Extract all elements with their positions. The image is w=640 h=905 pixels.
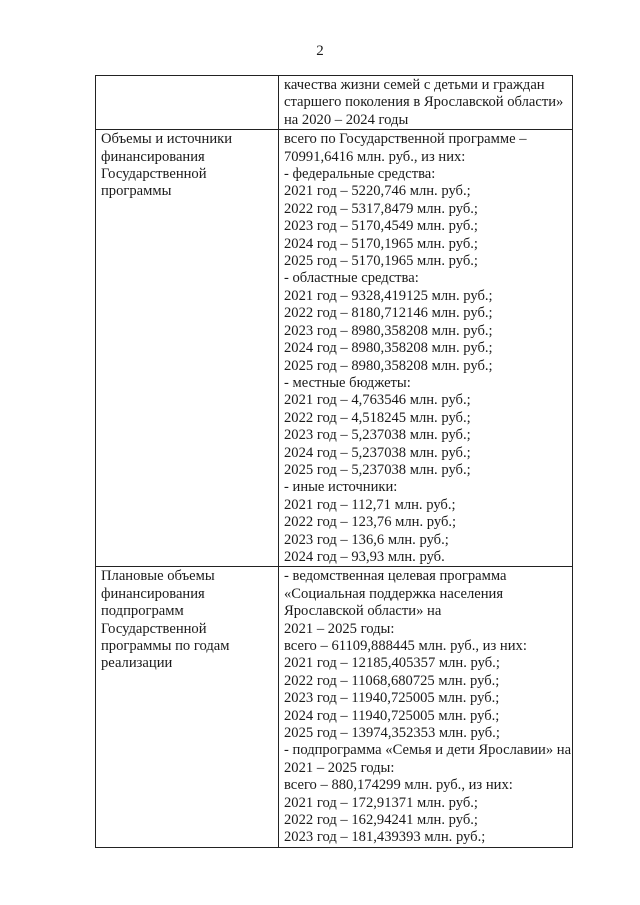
text-line: 2021 год – 112,71 млн. руб.;	[284, 496, 456, 513]
text-line: «Социальная поддержка населения	[284, 585, 504, 602]
table-row-continuation	[96, 76, 573, 130]
text-line: на 2020 – 2024 годы	[284, 111, 409, 128]
text-line: 2021 год – 172,91371 млн. руб.;	[284, 794, 478, 811]
text-line: всего по Государственной программе –	[284, 131, 527, 148]
text-line: 2024 год – 5,237038 млн. руб.;	[284, 444, 471, 461]
row-1-value-cell	[279, 76, 573, 130]
label-line: программы	[101, 183, 172, 200]
text-line: 2022 год – 4,518245 млн. руб.;	[284, 409, 471, 426]
label-line: финансирования	[101, 148, 205, 165]
text-line: 2023 год – 136,6 млн. руб.;	[284, 531, 449, 548]
text-line: 2023 год – 8980,358208 млн. руб.;	[284, 322, 493, 339]
text-line: 2024 год – 11940,725005 млн. руб.;	[284, 707, 500, 724]
label-line: Плановые объемы	[101, 568, 215, 585]
label-line: программы по годам	[101, 638, 230, 654]
text-line: 70991,6416 млн. руб., из них:	[284, 148, 466, 165]
text-line: 2023 год – 181,439393 млн. руб.;	[284, 829, 486, 846]
text-line: 2024 год – 5170,1965 млн. руб.;	[284, 235, 478, 252]
text-line: качества жизни семей с детьми и граждан	[284, 77, 545, 93]
text-line: 2023 год – 5,237038 млн. руб.;	[284, 427, 471, 444]
text-line: 2021 год – 12185,405357 млн. руб.;	[284, 655, 500, 672]
row-1-label-cell	[96, 76, 279, 130]
table-row-subprogram-volumes	[96, 567, 573, 848]
row-3-value-cell	[279, 567, 573, 848]
text-line: 2021 год – 5220,746 млн. руб.;	[284, 183, 471, 200]
label-line: Объемы и источники	[101, 131, 233, 148]
label-line: реализации	[101, 655, 173, 672]
text-line: 2023 год – 11940,725005 млн. руб.;	[284, 690, 500, 707]
text-line: 2022 год – 11068,680725 млн. руб.;	[284, 672, 500, 689]
text-line: 2024 год – 93,93 млн. руб.	[284, 548, 445, 565]
text-line: - подпрограмма «Семья и дети Ярославии» на	[284, 742, 572, 759]
text-line: - иные источники:	[284, 479, 398, 496]
row-2-value-cell	[279, 130, 573, 567]
text-line: 2025 год – 5,237038 млн. руб.;	[284, 461, 471, 478]
text-line: 2025 год – 5170,1965 млн. руб.;	[284, 253, 478, 270]
text-line: 2023 год – 5170,4549 млн. руб.;	[284, 218, 478, 235]
text-line: 2021 год – 9328,419125 млн. руб.;	[284, 287, 493, 304]
text-line: - областные средства:	[284, 270, 419, 287]
text-line: 2024 год – 8980,358208 млн. руб.;	[284, 340, 493, 357]
label-line: подпрограмм	[101, 603, 184, 620]
text-line: 2022 год – 162,94241 млн. руб.;	[284, 812, 478, 829]
text-line: 2022 год – 123,76 млн. руб.;	[284, 514, 457, 531]
passport-table	[95, 75, 573, 848]
text-line: - ведомственная целевая программа	[284, 568, 507, 585]
text-line: - местные бюджеты:	[284, 374, 411, 391]
text-line: всего – 880,174299 млн. руб., из них:	[284, 777, 513, 794]
label-line: финансирования	[101, 585, 205, 602]
table-row-financing-volumes	[96, 130, 573, 567]
text-line: Ярославской области» на	[284, 603, 442, 620]
page-number: 2	[316, 43, 324, 59]
label-line: Государственной	[101, 166, 207, 183]
text-line: всего – 61109,888445 млн. руб., из них:	[284, 638, 527, 654]
label-line: Государственной	[101, 620, 207, 637]
text-line: - федеральные средства:	[284, 166, 436, 183]
text-line: 2021 – 2025 годы:	[284, 759, 395, 776]
text-line: 2022 год – 5317,8479 млн. руб.;	[284, 200, 478, 217]
text-line: 2022 год – 8180,712146 млн. руб.;	[284, 305, 493, 322]
row-2-label-cell	[96, 130, 279, 567]
text-line: 2021 – 2025 годы:	[284, 620, 395, 637]
text-line: старшего поколения в Ярославской области»	[284, 94, 564, 111]
text-line: 2025 год – 8980,358208 млн. руб.;	[284, 357, 493, 374]
text-line: 2025 год – 13974,352353 млн. руб.;	[284, 725, 500, 742]
row-3-label-cell	[96, 567, 279, 848]
text-line: 2021 год – 4,763546 млн. руб.;	[284, 392, 471, 409]
